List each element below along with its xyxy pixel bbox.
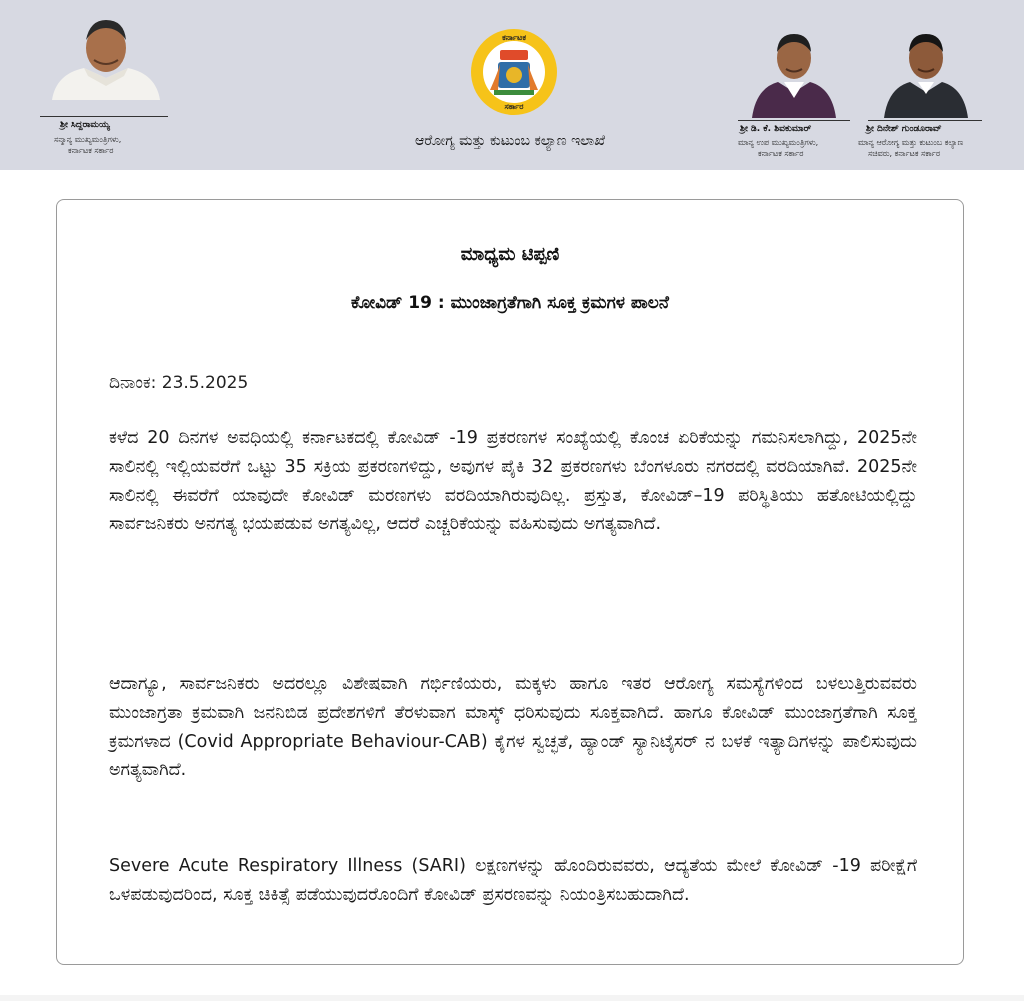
press-release-card [56,199,964,965]
release-heading: ಮಾಧ್ಯಮ ಟಿಪ್ಪಣಿ [460,244,560,265]
leader-left-title: ಸನ್ಮಾನ್ಯ ಮುಖ್ಯಮಂತ್ರಿಗಳು, [54,135,122,144]
leader-right-name: ಶ್ರೀ ದಿನೇಶ್ ಗುಂಡೂರಾವ್ [866,124,942,134]
leader-mid-rule [738,120,850,121]
leader-left-rule [40,116,168,117]
release-paragraph-1: ಕಳೆದ 20 ದಿನಗಳ ಅವಧಿಯಲ್ಲಿ ಕರ್ನಾಟಕದಲ್ಲಿ ಕೋವಿಡ್ -19 ಪ್ರಕರಣಗಳ ಸಂಖ್ಯೆಯಲ್ಲಿ ಕೊಂಚ ಏರಿಕೆಯನ್ನು ಗಮನಿಸಲಾಗಿದ್ದು, 2025ನೇ ಸಾಲಿನಲ್ಲಿ ಇಲ್ಲಿಯವರೆಗೆ ಒಟ್ಟು 35 ಸಕ್ರಿಯ ಪ್ರಕರಣಗಳಿದ್ದು, ಅವುಗಳ ಪೈಕಿ 32 ಪ್ರಕರಣಗಳು ಬೆಂಗಳೂರು ನಗರದಲ್ಲಿ ವರದಿಯಾಗಿವೆ. 2025ನೇ ಸಾಲಿನಲ್ಲಿ ಈವರೆಗೆ ಯಾವುದೇ ಕೋವಿಡ್ ಮರಣಗಳು ವರದಿಯಾಗಿರುವುದಿಲ್ಲ. ಪ್ರಸ್ತುತ, ಕೋವಿಡ್–19 ಪರಿಸ್ಥಿತಿಯು ಹತೋಟಿಯಲ್ಲಿದ್ದು ಸಾರ್ವಜನಿಕರು ಅನಗತ್ಯ ಭಯಪಡುವ ಅಗತ್ಯವಿಲ್ಲ, ಆದರೆ ಎಚ್ಚರಿಕೆಯನ್ನು ವಹಿಸುವುದು ಅಗತ್ಯವಾಗಿದೆ. [109,428,917,535]
release-date: ದಿನಾಂಕ: 23.5.2025 [109,373,249,393]
letterhead [0,0,1024,170]
leader-left-photo [44,14,168,100]
leader-left-name: ಶ್ರೀ ಸಿದ್ದರಾಮಯ್ಯ [60,120,110,130]
leader-right-rule [868,120,982,121]
release-subject: ಕೋವಿಡ್ 19 : ಮುಂಜಾಗ್ರತೆಗಾಗಿ ಸೂಕ್ತ ಕ್ರಮಗಳ ಪಾಲನೆ [351,293,669,313]
emblem-bottom-text: ಸರ್ಕಾರ [504,102,524,111]
department-name: ಆರೋಗ್ಯ ಮತ್ತು ಕುಟುಂಬ ಕಲ್ಯಾಣ ಇಲಾಖೆ [415,133,605,149]
leader-right-photo [878,22,974,118]
emblem-top-text: ಕರ್ನಾಟಕ [502,33,526,42]
page-bottom-edge [0,995,1024,1001]
release-paragraph-2: ಆದಾಗ್ಯೂ, ಸಾರ್ವಜನಿಕರು ಅದರಲ್ಲೂ ವಿಶೇಷವಾಗಿ ಗರ್ಭಿಣಿಯರು, ಮಕ್ಕಳು ಹಾಗೂ ಇತರ ಆರೋಗ್ಯ ಸಮಸ್ಯೆಗಳಿಂದ ಬಳಲುತ್ತಿರುವವರು ಮುಂಜಾಗ್ರತಾ ಕ್ರಮವಾಗಿ ಜನನಿಬಿಡ ಪ್ರದೇಶಗಳಿಗೆ ತೆರಳುವಾಗ ಮಾಸ್ಕ್ ಧರಿಸುವುದು ಸೂಕ್ತವಾಗಿದೆ. ಹಾಗೂ ಕೋವಿಡ್ ಮುಂಜಾಗ್ರತೆಗಾಗಿ ಸೂಕ್ತ ಕ್ರಮಗಳಾದ (Covid Appropriate Behaviour-CAB) ಕೈಗಳ ಸ್ವಚ್ಛತೆ, ಹ್ಯಾಂಡ್ ಸ್ಯಾನಿಟೈಸರ್ ನ ಬಳಕೆ ಇತ್ಯಾದಿಗಳನ್ನು ಪಾಲಿಸುವುದು ಅಗತ್ಯವಾಗಿದೆ. [109,674,917,781]
leader-mid-title: ಮಾನ್ಯ ಉಪ ಮುಖ್ಯಮಂತ್ರಿಗಳು, [738,138,819,147]
leader-mid-photo [746,22,842,118]
leader-left-org: ಕರ್ನಾಟಕ ಸರ್ಕಾರ [68,146,114,155]
leader-mid-name: ಶ್ರೀ ಡಿ. ಕೆ. ಶಿವಕುಮಾರ್ [740,124,812,134]
leader-mid-org: ಕರ್ನಾಟಕ ಸರ್ಕಾರ [758,149,804,158]
leader-right-org: ಸಚಿವರು, ಕರ್ನಾಟಕ ಸರ್ಕಾರ [868,149,941,158]
karnataka-emblem [470,28,558,116]
leader-right-title: ಮಾನ್ಯ ಆರೋಗ್ಯ ಮತ್ತು ಕುಟುಂಬ ಕಲ್ಯಾಣ [858,138,964,147]
release-paragraph-3: Severe Acute Respiratory Illness (SARI) ಲಕ್ಷಣಗಳನ್ನು ಹೊಂದಿರುವವರು, ಆದ್ಯತೆಯ ಮೇಲೆ ಕೋವಿಡ್ -19 ಪರೀಕ್ಷೆಗೆ ಒಳಪಡುವುದರಿಂದ, ಸೂಕ್ತ ಚಿಕಿತ್ಸೆ ಪಡೆಯುವುದರೊಂದಿಗೆ ಕೋವಿಡ್ ಪ್ರಸರಣವನ್ನು ನಿಯಂತ್ರಿಸಬಹುದಾಗಿದೆ. [109,856,917,905]
